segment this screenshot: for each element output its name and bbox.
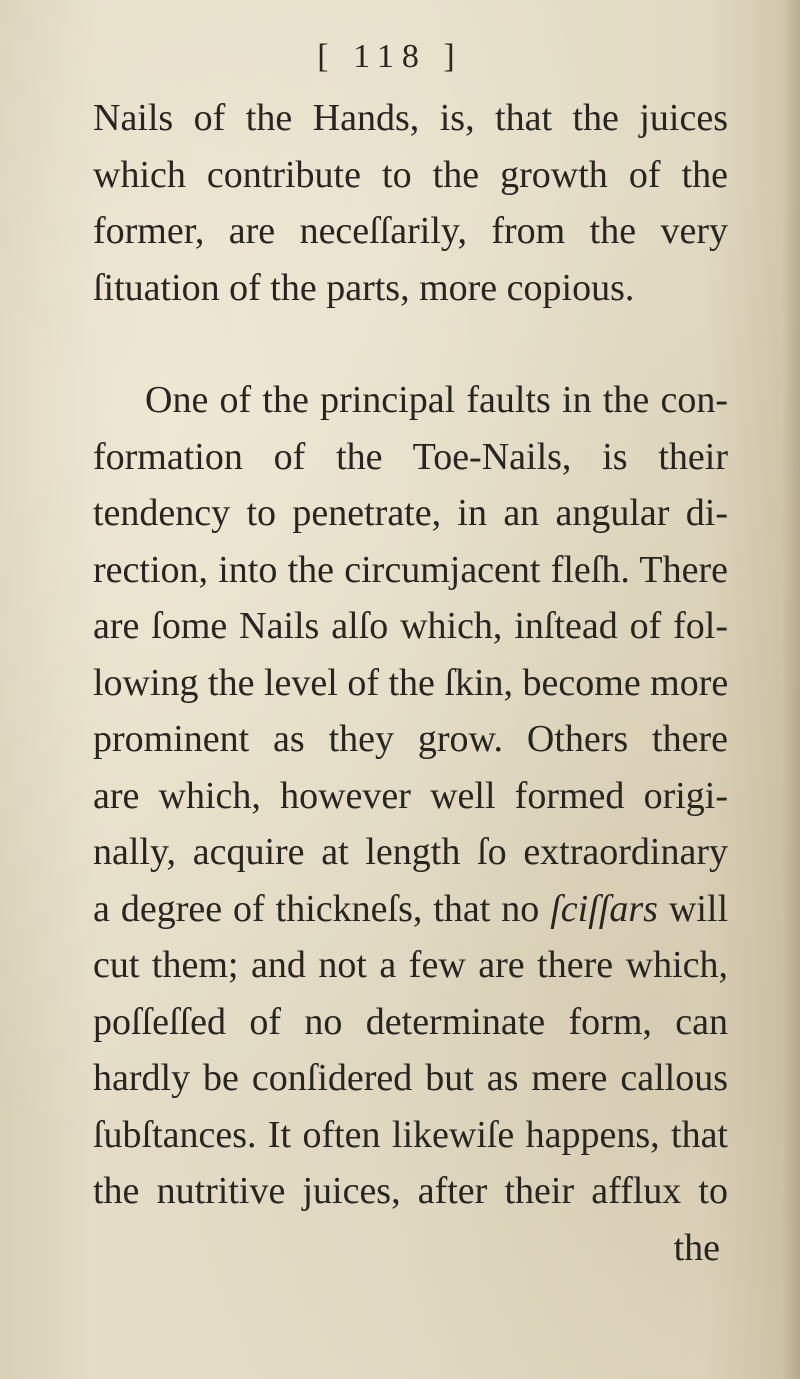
body-text	[93, 90, 728, 1276]
text-line: hardly be conſidered but as mere callous	[93, 1057, 728, 1099]
italic-word: ſciſſars	[550, 887, 658, 930]
catchword: the	[673, 1226, 720, 1269]
text-line-indented	[93, 372, 728, 429]
text-line-with-italic	[93, 881, 728, 938]
text-line: ſubſtances. It often likewiſe happens, that	[93, 1113, 728, 1156]
text-line: rection, into the circumjacent fleſh. There	[93, 548, 728, 591]
text-span: a degree of thickneſs, that no	[93, 887, 540, 930]
text-line: nally, acquire at length ſo extraordinary	[93, 831, 728, 873]
text-line: which contribute to the growth of the	[93, 153, 728, 196]
page-number: [ 118 ]	[317, 38, 463, 75]
text-line: prominent as they grow. Others there	[93, 718, 728, 760]
text-line: are which, however well formed origi-	[93, 774, 728, 817]
text-line: former, are neceſſarily, from the very	[93, 210, 728, 252]
text-line: are ſome Nails alſo which, inſtead of fol-	[93, 605, 728, 647]
text-span: One of the principal faults in the con-	[145, 379, 728, 421]
text-line: the nutritive juices, after their afflux to	[93, 1170, 728, 1212]
text-line: ſituation of the parts, more copious.	[93, 266, 635, 309]
text-line: formation of the Toe-Nails, is their	[93, 435, 728, 478]
text-line: poſſeſſed of no determinate form, can	[93, 1000, 728, 1043]
paragraph-break	[93, 316, 728, 372]
text-span: will	[668, 887, 729, 930]
text-line: Nails of the Hands, is, that the juices	[93, 97, 728, 139]
text-line: lowing the level of the ſkin, become more	[93, 661, 729, 704]
text-line: cut them; and not a few are there which,	[93, 944, 728, 986]
text-line: tendency to penetrate, in an angular di-	[93, 492, 728, 534]
